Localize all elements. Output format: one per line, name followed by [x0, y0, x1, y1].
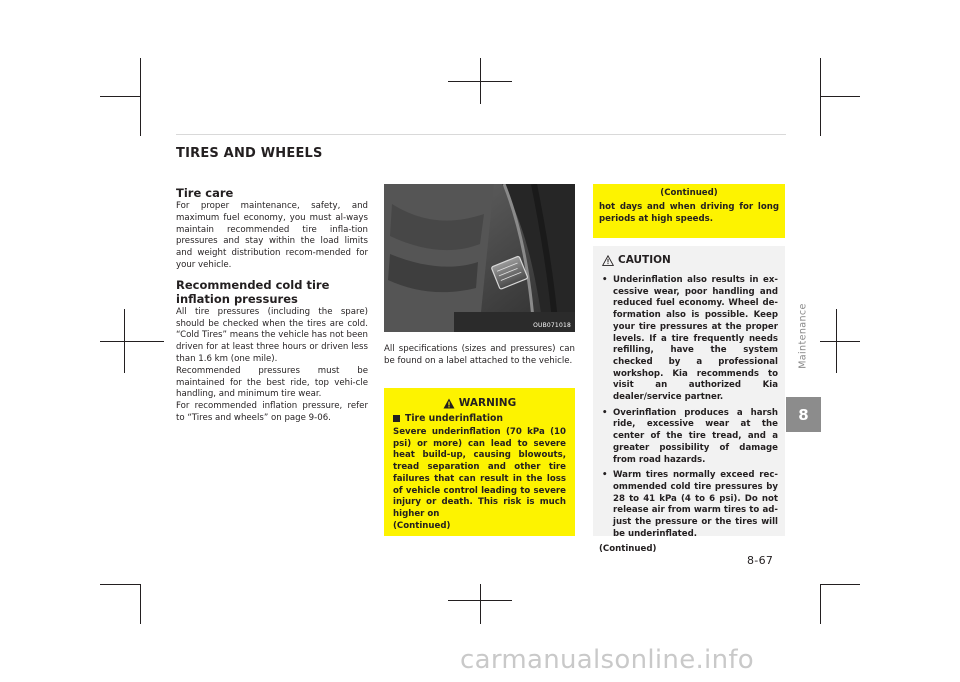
chapter-tab: 8 [786, 397, 821, 432]
list-item [599, 408, 778, 467]
continued-body: hot days and when driving for long periods at high speeds. [599, 202, 779, 224]
door-jamb-illustration [384, 184, 575, 332]
warning-box [384, 388, 575, 536]
list-item [599, 275, 778, 404]
caution-box [593, 246, 785, 555]
maintenance-body: Recommended pressures must be maintained for the best ride, top vehi-cle handling, and minimum tire wear. [176, 365, 368, 400]
warning-header [393, 397, 566, 409]
crop-mark [820, 96, 860, 97]
tire-care-heading: Tire care [176, 186, 234, 200]
crop-mark [100, 341, 164, 342]
crop-mark [124, 309, 125, 373]
page-number: 8-67 [747, 554, 774, 567]
caution-header [602, 254, 778, 266]
caution-continued: (Continued) [599, 544, 657, 555]
warning-subtitle-row [393, 413, 566, 424]
bullet-icon: • [602, 407, 608, 418]
door-jamb-label-photo [384, 184, 575, 332]
tire-care-body: For proper maintenance, safety, and maximum fuel economy, you must al-ways maintain recommended tire infla-tion pressures and stay within the load limits and weight distribution recom-mended for your vehicle. [176, 201, 368, 270]
crop-mark [836, 309, 837, 373]
caution-list [599, 275, 778, 540]
cold-pressures-body: All tire pressures (including the spare) should be checked when the tires are cold. “Cold Tires” means the vehicle has not been driven for at least three hours or driven less than 1.6 km (one mile). [176, 306, 368, 364]
crop-mark [140, 58, 141, 136]
caution-title: CAUTION [618, 254, 671, 266]
crop-mark [820, 58, 821, 136]
header-rule [176, 134, 786, 135]
crop-mark [820, 341, 860, 342]
continued-warning-box [593, 184, 785, 238]
reference-body: For recommended inflation pressure, refer to “Tires and wheels” on page 9-06. [176, 401, 368, 423]
warning-subtitle: Tire underinflation [405, 413, 504, 424]
bullet-icon: • [602, 275, 608, 285]
crop-mark [480, 584, 481, 624]
warning-title: WARNING [458, 397, 517, 409]
chapter-side-label [796, 292, 810, 380]
list-item [599, 470, 778, 540]
cold-pressures-heading: Recommended cold tire inflation pressures [176, 277, 330, 306]
square-bullet-icon [393, 415, 400, 422]
crop-mark [100, 96, 140, 97]
column-middle [384, 184, 575, 368]
caution-bullet-text: Overinflation produces a harsh ride, excessive wear at the center of the tire tread, and a greater possibility of damage from road hazards. [613, 407, 778, 465]
crop-mark [820, 584, 860, 585]
crop-mark [100, 584, 140, 585]
warning-continued: (Continued) [393, 520, 451, 531]
column-left [176, 186, 368, 425]
label-location-body: All specifications (sizes and pressures) can be found on a label attached to the vehicle. [384, 344, 575, 366]
crop-mark [140, 584, 141, 624]
section-title: TIRES AND WHEELS [176, 146, 323, 161]
photo-code: OUB071018 [533, 322, 571, 329]
crop-mark [820, 584, 821, 624]
chapter-label-text: Maintenance [797, 303, 809, 369]
bullet-icon: • [602, 470, 608, 481]
caution-bullet-text: Warm tires normally exceed rec-ommended cold tire pressures by 28 to 41 kPa (4 to 6 psi). Do not release air from warm tires to ad-just the pressure or the tires will be underinflated. [613, 470, 778, 539]
caution-triangle-icon [602, 255, 614, 266]
watermark: carmanualsonline.info [460, 645, 755, 675]
warning-body: Severe underinflation (70 kPa (10 psi) or more) can lead to severe heat build-up, causing blowouts, tread separation and other tire failures that can result in the loss of vehicle control leading to severe injury or death. This risk is much higher on [393, 427, 566, 519]
warning-triangle-icon [443, 398, 455, 409]
caution-bullet-text: Underinflation also results in ex-cessive wear, poor handling and reduced fuel economy. Wheel de-formation also is possible. Keep your tire pressures at the proper levels. If a tire frequently needs refilling, have the system checked by a professional workshop. Kia recommends to visit an authorized Kia dealer/service partner. [613, 275, 778, 403]
crop-mark [480, 58, 481, 104]
continued-title: (Continued) [660, 188, 718, 198]
